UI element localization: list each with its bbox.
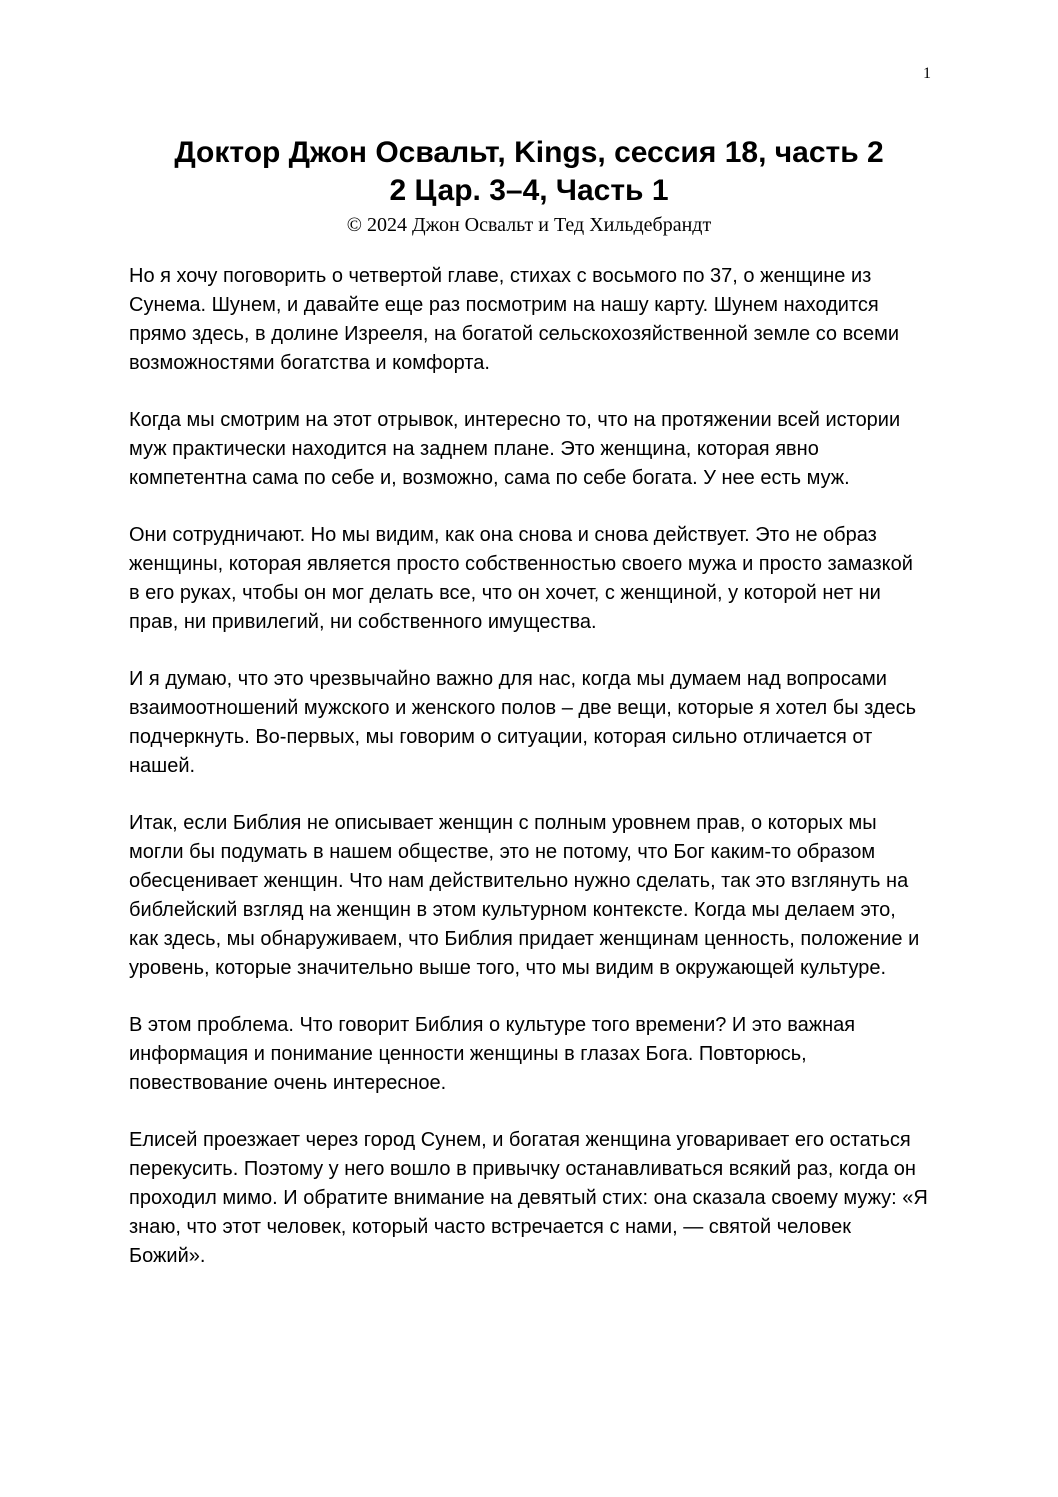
body-text [129, 262, 929, 1299]
copyright-line: © 2024 Джон Освальт и Тед Хильдебрандт [346, 214, 712, 236]
title-block [0, 134, 1058, 238]
paragraph: Они сотрудничают. Но мы видим, как она снова и снова действует. Это не образ женщины, которая является просто собственностью своего мужа и просто замазкой в его руках, чтобы он мог делать все, что он хочет, с женщиной, у которой нет ни прав, ни привилегий, ни собственного имущества. [129, 524, 913, 633]
paragraph: И я думаю, что это чрезвычайно важно для нас, когда мы думаем над вопросами взаимоотношений мужского и женского полов – две вещи, которые я хотел бы здесь подчеркнуть. Во-первых, мы говорим о ситуации, которая сильно отличается от нашей. [129, 668, 917, 777]
paragraph: Елисей проезжает через город Сунем, и богатая женщина уговаривает его остаться перекусить. Поэтому у него вошло в привычку останавливаться всякий раз, когда он проходил мимо. И обратите внимание на девятый стих: она сказала своему мужу: «Я знаю, что этот человек, который часто встречается с нами, — святой человек Божий». [129, 1129, 928, 1267]
document-subtitle: 2 Цар. 3–4, Часть 1 [389, 174, 669, 207]
paragraph: Когда мы смотрим на этот отрывок, интересно то, что на протяжении всей истории муж практически находится на заднем плане. Это женщина, которая явно компетентна сама по себе и, возможно, сама по себе богата. У нее есть муж. [129, 409, 901, 489]
paragraph: Но я хочу поговорить о четвертой главе, стихах с восьмого по 37, о женщине из Сунема. Шунем, и давайте еще раз посмотрим на нашу карту. Шунем находится прямо здесь, в долине Изрееля, на богатой сельскохозяйственной земле со всеми возможностями богатства и комфорта. [129, 265, 900, 374]
paragraph: Итак, если Библия не описывает женщин с полным уровнем прав, о которых мы могли бы подумать в нашем обществе, это не потому, что Бог каким-то образом обесценивает женщин. Что нам действительно нужно сделать, так это взглянуть на библейский взгляд на женщин в этом культурном контексте. Когда мы делаем это, как здесь, мы обнаруживаем, что Библия придает женщинам ценность, положение и уровень, которые значительно выше того, что мы видим в окружающей культуре. [129, 812, 920, 979]
paragraph: В этом проблема. Что говорит Библия о культуре того времени? И это важная информация и понимание ценности женщины в глазах Бога. Повторюсь, повествование очень интересное. [129, 1014, 856, 1094]
document-title: Доктор Джон Освальт, Kings, сессия 18, часть 2 [174, 136, 884, 169]
page-number: 1 [923, 65, 931, 82]
